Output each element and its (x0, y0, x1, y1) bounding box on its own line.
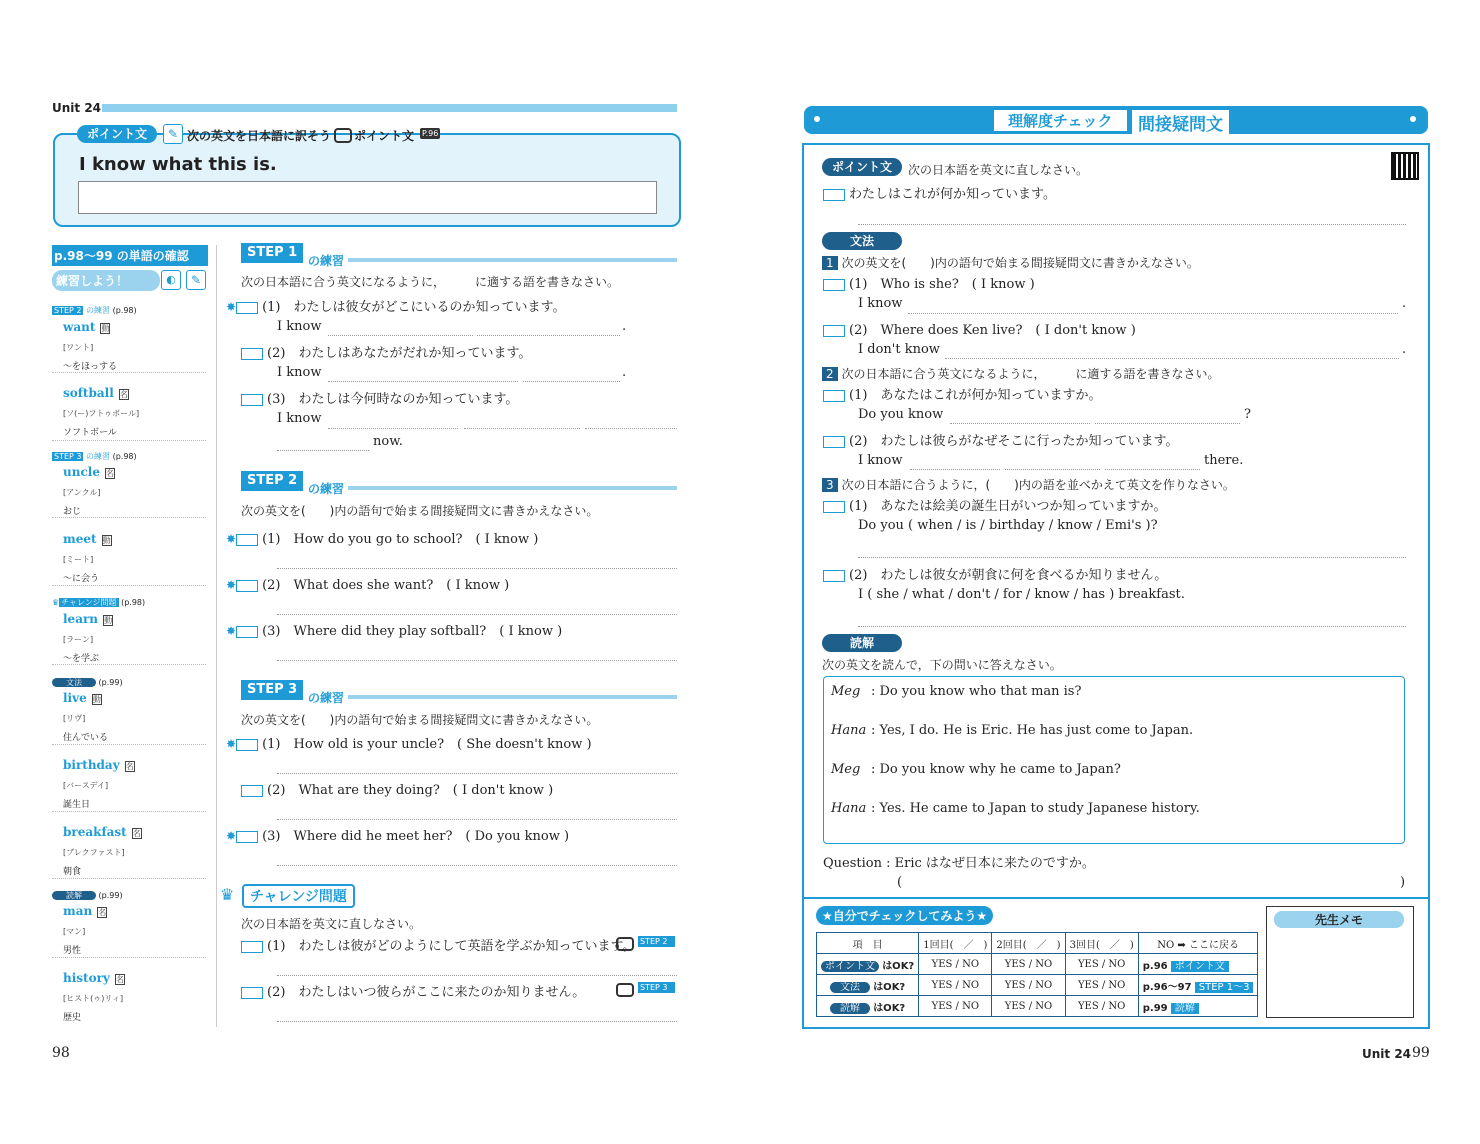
step3-item: ✸ (1) How old is your uncle? ( She doesn't know ) (226, 737, 592, 752)
sec2-item: (2) わたしは彼らがなぜそこに行ったか知っています。 (823, 430, 1178, 449)
answer-line[interactable] (328, 381, 518, 382)
check-cell[interactable]: YES / NO (919, 975, 992, 996)
step1-item: (2) わたしはあなたがだれか知っています。 (241, 342, 531, 361)
check-cell[interactable]: YES / NO (1065, 996, 1138, 1017)
answer-line[interactable] (858, 626, 1406, 627)
reading-badge: 読解 (822, 634, 902, 652)
vocab-practice: 練習しよう！ (52, 270, 160, 291)
vocab-divider (52, 878, 206, 879)
link-icon (616, 937, 634, 951)
sec3-item: (1) あなたは絵美の誕生日がいつか知っていますか。 (823, 495, 1166, 514)
vocab-word: uncle 名 [アンクル] おじ (63, 465, 115, 517)
col-header: 項 目 (817, 933, 919, 954)
vocab-word: birthday 名 [バースデイ] 誕生日 (63, 758, 134, 810)
col-header: NO ➡ ここに戻る (1138, 933, 1258, 954)
step1-answer-lead: I know (277, 365, 322, 380)
col-header: 3回目( ／ ) (1065, 933, 1138, 954)
sec2-end: ? (1244, 407, 1251, 422)
header-title-topic: 間接疑問文 (1132, 110, 1229, 135)
vocab-section-tag: STEP 2 の練習 (p.98) (54, 306, 137, 315)
vocab-word: want 動 [ワント] ～をほっする (63, 320, 118, 372)
answer-line[interactable] (908, 313, 1398, 314)
step2-instruction: 次の英文を( )内の語句で始まる間接疑問文に書きかえなさい。 (241, 504, 599, 518)
step3-badge: STEP 3 (241, 680, 303, 700)
step2-item: ✸ (3) Where did they play softball? ( I know ) (226, 624, 563, 639)
point-jp: わたしはこれが何か知っています。 (823, 183, 1056, 202)
dialogue-line: Meg : Do you know why he came to Japan? (831, 762, 1121, 777)
step2-badge: STEP 2 (241, 471, 303, 491)
answer-line[interactable] (328, 335, 473, 336)
dialogue-line: Hana : Yes. He came to Japan to study Japanese history. (831, 801, 1200, 816)
audio-icon[interactable]: ◐ (161, 270, 181, 290)
answer-line[interactable] (464, 428, 580, 429)
point-instruction: 次の日本語を英文に直しなさい。 (908, 163, 1089, 177)
step1-item: ✸ (1) わたしは彼女がどこにいるのか知っています。 (226, 300, 566, 315)
answer-line[interactable] (585, 428, 677, 429)
answer-line[interactable] (277, 1021, 677, 1022)
sec2-item: (1) あなたはこれが何か知っていますか。 (823, 384, 1101, 403)
vocab-word: learn 動 [ラーン] ～を学ぶ (63, 612, 113, 664)
answer-line[interactable] (328, 428, 458, 429)
sec1-item: (2) Where does Ken live? ( I don't know ) (823, 319, 1136, 338)
dialogue-line: Meg : Do you know who that man is? (831, 684, 1082, 699)
vocab-title: p.98～99 の単語の確認 (52, 245, 208, 266)
vocab-divider (52, 517, 206, 518)
table-row: 文法 はOK? YES / NO YES / NO YES / NO p.96～97 STEP 1～3 (817, 975, 1258, 996)
step3-suffix: の練習 (308, 691, 345, 705)
vocab-divider (52, 585, 206, 586)
step1-end: . (622, 319, 627, 334)
vocab-word: live 動 [リヴ] 住んでいる (63, 691, 109, 743)
dialogue-line: Hana : Yes, I do. He is Eric. He has just come to Japan. (831, 723, 1194, 738)
challenge-instruction: 次の日本語を英文に直しなさい。 (241, 917, 422, 931)
col-header: 1回目( ／ ) (919, 933, 992, 954)
vocab-divider (52, 440, 206, 441)
step3-bar (348, 695, 677, 699)
answer-line[interactable] (277, 568, 677, 569)
vocab-divider (52, 744, 206, 745)
vocab-divider (52, 664, 206, 665)
point-badge: ポイント文 (822, 158, 902, 176)
answer-line[interactable] (950, 423, 1090, 424)
answer-line[interactable] (277, 450, 369, 451)
answer-line[interactable] (277, 614, 677, 615)
point-ref-label: ポイント文 (354, 129, 415, 143)
header-title-check: 理解度チェック (994, 110, 1127, 131)
sec3-answer: Do you ( when / is / birthday / know / Emi's )? (858, 518, 1158, 533)
step2-suffix: の練習 (308, 482, 345, 496)
page-number: 99 (1412, 1045, 1430, 1061)
check-cell[interactable]: YES / NO (1065, 954, 1138, 975)
answer-line[interactable] (277, 865, 677, 866)
point-sentence: I know what this is. (79, 154, 277, 175)
vocab-word: breakfast 名 [ブレクファスト] 朝食 (63, 825, 141, 877)
answer-line[interactable] (945, 358, 1399, 359)
sec2-instruction: 2 次の日本語に合う英文になるように， に適する語を書きなさい。 (822, 365, 1219, 382)
step1-bar (348, 258, 677, 262)
sec3-answer: I ( she / what / don't / for / know / has ) breakfast. (858, 587, 1185, 602)
vocab-word: softball 名 [ソ(ー)フトゥボール] ソフトボール (63, 386, 140, 438)
answer-line[interactable] (1005, 469, 1100, 470)
step2-item: ✸ (1) How do you go to school? ( I know ) (226, 532, 539, 547)
answer-line[interactable] (523, 381, 620, 382)
step3-item: (2) What are they doing? ( I don't know ) (241, 779, 553, 798)
dialogue-box (823, 676, 1405, 844)
vocab-word: meet 動 [ミート] ～に会う (63, 532, 111, 584)
vocab-section-tag: STEP 3 の練習 (p.98) (54, 452, 137, 461)
pencil-icon: ✎ (186, 270, 206, 290)
sec1-answer-lead: I don't know (858, 342, 940, 357)
step1-instruction: 次の日本語に合う英文になるように， に適する語を書きなさい。 (241, 275, 620, 289)
challenge-item: (1) わたしは彼がどのようにして英語を学ぶか知っています。 (241, 935, 635, 954)
footer-unit: Unit 24 (1362, 1047, 1412, 1061)
step1-suffix: の練習 (308, 254, 345, 268)
challenge-title: チャレンジ問題 (242, 884, 355, 908)
point-ref-page: P.96 (422, 129, 439, 138)
table-row: ポイント文 はOK? YES / NO YES / NO YES / NO p.96 ポイント文 (817, 954, 1258, 975)
sec1-instruction: 1 次の英文を( )内の語句で始まる間接疑問文に書きかえなさい。 (822, 254, 1199, 271)
answer-line[interactable] (910, 469, 1000, 470)
table-row: 読解 はOK? YES / NO YES / NO YES / NO p.99 読解 (817, 996, 1258, 1017)
answer-line[interactable] (477, 335, 620, 336)
unit-bar (102, 104, 677, 112)
sec2-answer-lead: I know (858, 453, 903, 468)
challenge-ref: STEP 2 (638, 936, 675, 947)
check-cell[interactable]: YES / NO (992, 954, 1065, 975)
answer-line[interactable] (1105, 469, 1200, 470)
vocab-word: history 名 [ヒスト(ゥ)リィ] 歴史 (63, 971, 124, 1023)
sec2-end: there. (1204, 453, 1244, 468)
col-header: 2回目( ／ ) (992, 933, 1065, 954)
point-badge: ポイント文 (77, 125, 157, 143)
qr-code-icon[interactable] (1391, 152, 1419, 180)
reading-instruction: 次の英文を読んで，下の問いに答えなさい。 (822, 658, 1062, 672)
selfcheck-title: ★自分でチェックしてみよう★ (816, 906, 993, 925)
check-cell[interactable]: YES / NO (992, 975, 1065, 996)
sec2-answer-lead: Do you know (858, 407, 944, 422)
crown-icon: ♛ (220, 885, 235, 904)
step1-item: (3) わたしは今何時なのか知っています。 (241, 388, 518, 407)
point-instruction: 次の英文を日本語に訳そう (187, 129, 332, 143)
grammar-badge: 文法 (822, 232, 902, 250)
vocab-divider (52, 811, 206, 812)
paren-close: ) (1400, 875, 1406, 890)
sec1-end: . (1402, 296, 1407, 311)
pencil-icon: ✎ (163, 124, 183, 144)
step1-answer-lead: I know (277, 319, 322, 334)
step2-bar (348, 486, 677, 490)
header-hole (814, 116, 820, 122)
step3-instruction: 次の英文を( )内の語句で始まる間接疑問文に書きかえなさい。 (241, 713, 599, 727)
reading-question: Question : Eric はなぜ日本に来たのですか。 (823, 856, 1095, 871)
teacher-memo-title: 先生メモ (1274, 911, 1404, 928)
vocab-divider (52, 372, 206, 373)
answer-line[interactable] (277, 975, 677, 976)
answer-line[interactable] (858, 224, 1406, 225)
unit-label: Unit 24 (52, 101, 102, 115)
vocab-section-tag: 読解 (p.99) (52, 890, 123, 901)
check-cell[interactable]: YES / NO (919, 954, 992, 975)
challenge-ref: STEP 3 (638, 982, 675, 993)
answer-line[interactable] (277, 819, 677, 820)
link-icon (334, 128, 352, 143)
sec1-item: (1) Who is she? ( I know ) (823, 273, 1035, 292)
answer-line[interactable] (277, 773, 677, 774)
step2-item: ✸ (2) What does she want? ( I know ) (226, 578, 510, 593)
vocab-word: man 名 [マン] 男性 (63, 904, 107, 956)
vocab-section-tag: 文法 (p.99) (52, 677, 123, 688)
answer-line[interactable] (277, 660, 677, 661)
header-hole (1410, 116, 1416, 122)
answer-line[interactable] (858, 557, 1406, 558)
step1-answer-lead: I know (277, 411, 322, 426)
check-cell[interactable]: YES / NO (992, 996, 1065, 1017)
paren-open: ( (897, 875, 903, 890)
step3-item: ✸ (3) Where did he meet her? ( Do you know ) (226, 829, 570, 844)
vocab-column-divider (216, 245, 217, 1027)
step1-badge: STEP 1 (241, 243, 303, 263)
sec3-instruction: 3 次の日本語に合うように，( )内の語を並べかえて英文を作りなさい。 (822, 476, 1235, 493)
link-icon (616, 983, 634, 997)
selfcheck-table (816, 932, 1258, 1017)
sec3-item: (2) わたしは彼女が朝食に何を食べるか知りません。 (823, 564, 1167, 583)
challenge-item: (2) わたしはいつ彼らがここに来たのか知りません。 (241, 981, 585, 1000)
answer-line[interactable] (1095, 423, 1240, 424)
step1-end: . (622, 365, 627, 380)
step1-end: now. (373, 434, 403, 449)
page-number: 98 (52, 1045, 70, 1061)
point-answer-box[interactable] (78, 181, 657, 214)
sec1-end: . (1402, 342, 1407, 357)
check-cell[interactable]: YES / NO (1065, 975, 1138, 996)
vocab-divider (52, 957, 206, 958)
sec1-answer-lead: I know (858, 296, 903, 311)
vocab-section-tag: ♛ チャレンジ問題 (p.98) (52, 598, 146, 607)
check-cell[interactable]: YES / NO (919, 996, 992, 1017)
